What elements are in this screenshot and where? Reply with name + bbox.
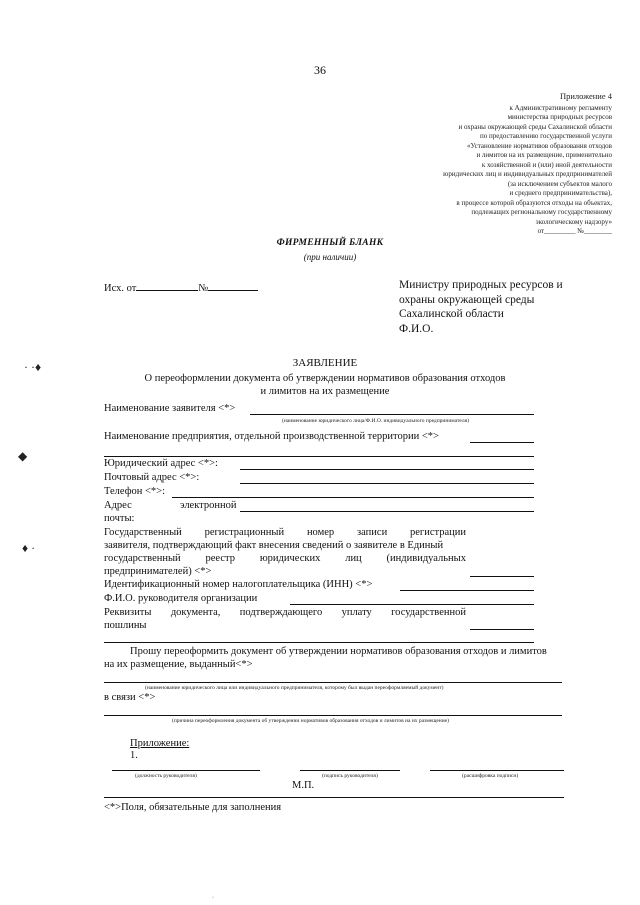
margin-mark: · ·♦: [24, 360, 42, 374]
addressee-line: Министру природных ресурсов и: [399, 279, 563, 291]
registration-line-2: заявителя, подтверждающий факт внесения сведений о заявителе в Единый: [104, 540, 444, 551]
enterprise-field[interactable]: [470, 442, 534, 443]
outgoing-number-sign: №: [198, 283, 209, 294]
word: юридических: [259, 553, 321, 564]
appendix-line: (за исключением субъектов малого: [507, 179, 612, 188]
seal-mark: М.П.: [292, 780, 315, 791]
registration-line-4: предпринимателей) <*>: [104, 566, 212, 577]
outgoing-label: Исх. от: [104, 283, 137, 294]
statement-title: ЗАЯВЛЕНИЕ: [292, 357, 358, 369]
attachment-item: 1.: [130, 750, 138, 761]
appendix-line: и среднего предпринимательства),: [509, 189, 612, 197]
appendix-line: от_________ №________: [537, 227, 612, 235]
appendix-line: подлежащих региональному государственному: [471, 208, 612, 216]
registration-field[interactable]: [470, 576, 534, 577]
postal-address-label: Почтовый адрес <*>:: [104, 472, 200, 483]
email-label-2: электронной: [180, 500, 237, 511]
word: подтверждающего: [239, 607, 323, 618]
enterprise-label: Наименование предприятия, отдельной производственной территории <*>: [104, 431, 439, 442]
word: (индивидуальных: [386, 553, 466, 564]
email-label-3: почты:: [104, 513, 135, 524]
appendix-line: «Установление нормативов образования отходов: [467, 141, 612, 150]
position-hint: (должность руководителя): [135, 773, 197, 779]
appendix-line: Приложение 4: [560, 91, 612, 101]
word: номер: [306, 527, 335, 538]
word: Государственный: [104, 527, 182, 538]
enterprise-field-continuation[interactable]: [104, 456, 534, 457]
appendix-line: к Административному регламенту: [509, 103, 612, 112]
signature-field[interactable]: [300, 770, 400, 771]
footnote-divider: [104, 797, 564, 798]
request-line-2: на их размещение, выданный<*>: [104, 659, 253, 670]
appendix-line: юридических лиц и индивидуальных предпринимателей: [443, 170, 612, 178]
outgoing-date-field[interactable]: [136, 280, 198, 291]
appendix-line: и лимитов на их размещение, применительно: [476, 151, 612, 159]
duty-field-continuation[interactable]: [104, 642, 534, 643]
appendix-line: министерства природных ресурсов: [507, 113, 612, 121]
appendix-line: и охраны окружающей среды Сахалинской области: [458, 122, 612, 131]
letterhead-title: ФИРМЕННЫЙ БЛАНК: [276, 238, 384, 248]
postal-address-field[interactable]: [240, 483, 534, 484]
duty-line-1: [104, 607, 466, 618]
registration-line-3: [104, 553, 466, 564]
applicant-label: Наименование заявителя <*>: [104, 403, 236, 414]
appendix-line: в процессе которой образуются отходы на объектах,: [456, 198, 612, 207]
addressee-block: [399, 278, 563, 336]
addressee-line: Ф.И.О.: [399, 322, 434, 335]
outgoing-ref: [104, 280, 258, 294]
appendix-header: [443, 92, 612, 237]
applicant-hint: (наименование юридического лица/Ф.И.О. индивидуального предпринимателя): [282, 418, 469, 424]
decoding-hint: (расшифровка подписи): [462, 773, 519, 779]
position-field[interactable]: [112, 770, 260, 771]
reason-hint: (причина переоформления документа об утверждении нормативов образования отходов и лимитов на их размещение): [172, 718, 449, 724]
appendix-line: экологическому надзору»: [535, 217, 612, 226]
statement-subtitle-line: и лимитов на их размещение: [260, 386, 390, 397]
word: уплату: [341, 607, 372, 618]
reason-field[interactable]: [104, 715, 562, 716]
word: записи: [357, 527, 388, 538]
inn-label: Идентификационный номер налогоплательщика (ИНН) <*>: [104, 579, 373, 590]
addressee-line: Сахалинской области: [399, 308, 504, 320]
appendix-line: по предоставлению государственной услуги: [480, 132, 612, 140]
scan-dot: ·: [212, 895, 214, 901]
head-field[interactable]: [290, 604, 534, 605]
word: документа,: [170, 607, 221, 618]
word: Реквизиты: [104, 607, 152, 618]
statement-subtitle: [0, 372, 640, 398]
legal-address-label: Юридический адрес <*>:: [104, 458, 218, 469]
addressee-line: охраны окружающей среды: [399, 293, 535, 306]
outgoing-number-field[interactable]: [208, 280, 258, 291]
statement-subtitle-line: О переоформлении документа об утверждении нормативов образования отходов: [144, 373, 506, 384]
request-line-1: Прошу переоформить документ об утверждении нормативов образования отходов и лимитов: [130, 646, 547, 657]
attachment-label: Приложение:: [130, 738, 190, 749]
inn-field[interactable]: [400, 590, 534, 591]
registration-line-1: [104, 527, 466, 538]
appendix-line: к хозяйственной и (или) иной деятельности: [481, 160, 612, 169]
email-label-1: Адрес: [104, 500, 132, 511]
duty-line-2: пошлины: [104, 620, 147, 631]
applicant-field[interactable]: [250, 414, 534, 415]
word: государственный: [104, 553, 181, 564]
word: государственной: [391, 607, 466, 618]
request-holder-field[interactable]: [104, 682, 562, 683]
head-label: Ф.И.О. руководителя организации: [104, 593, 258, 604]
phone-label: Телефон <*>:: [104, 486, 166, 497]
email-field[interactable]: [240, 511, 534, 512]
word: лиц: [345, 553, 362, 564]
decoding-field[interactable]: [430, 770, 564, 771]
page-number: 36: [314, 63, 326, 77]
request-holder-hint: (наименование юридического лица или индивидуального предпринимателя, которому был выдан переоформляемый документ): [145, 685, 444, 691]
word: регистрационный: [204, 527, 285, 538]
in-connection-label: в связи <*>: [104, 692, 156, 703]
word: реестр: [205, 553, 235, 564]
duty-field[interactable]: [470, 629, 534, 630]
signature-hint: (подпись руководителя): [322, 773, 378, 779]
phone-field[interactable]: [172, 497, 534, 498]
letterhead-subtitle: (при наличии): [303, 252, 357, 262]
legal-address-field[interactable]: [240, 469, 534, 470]
margin-mark: ♦ ·: [22, 541, 36, 555]
footnote: <*>Поля, обязательные для заполнения: [104, 802, 282, 813]
margin-mark: ◆: [18, 449, 28, 463]
word: регистрации: [410, 527, 466, 538]
